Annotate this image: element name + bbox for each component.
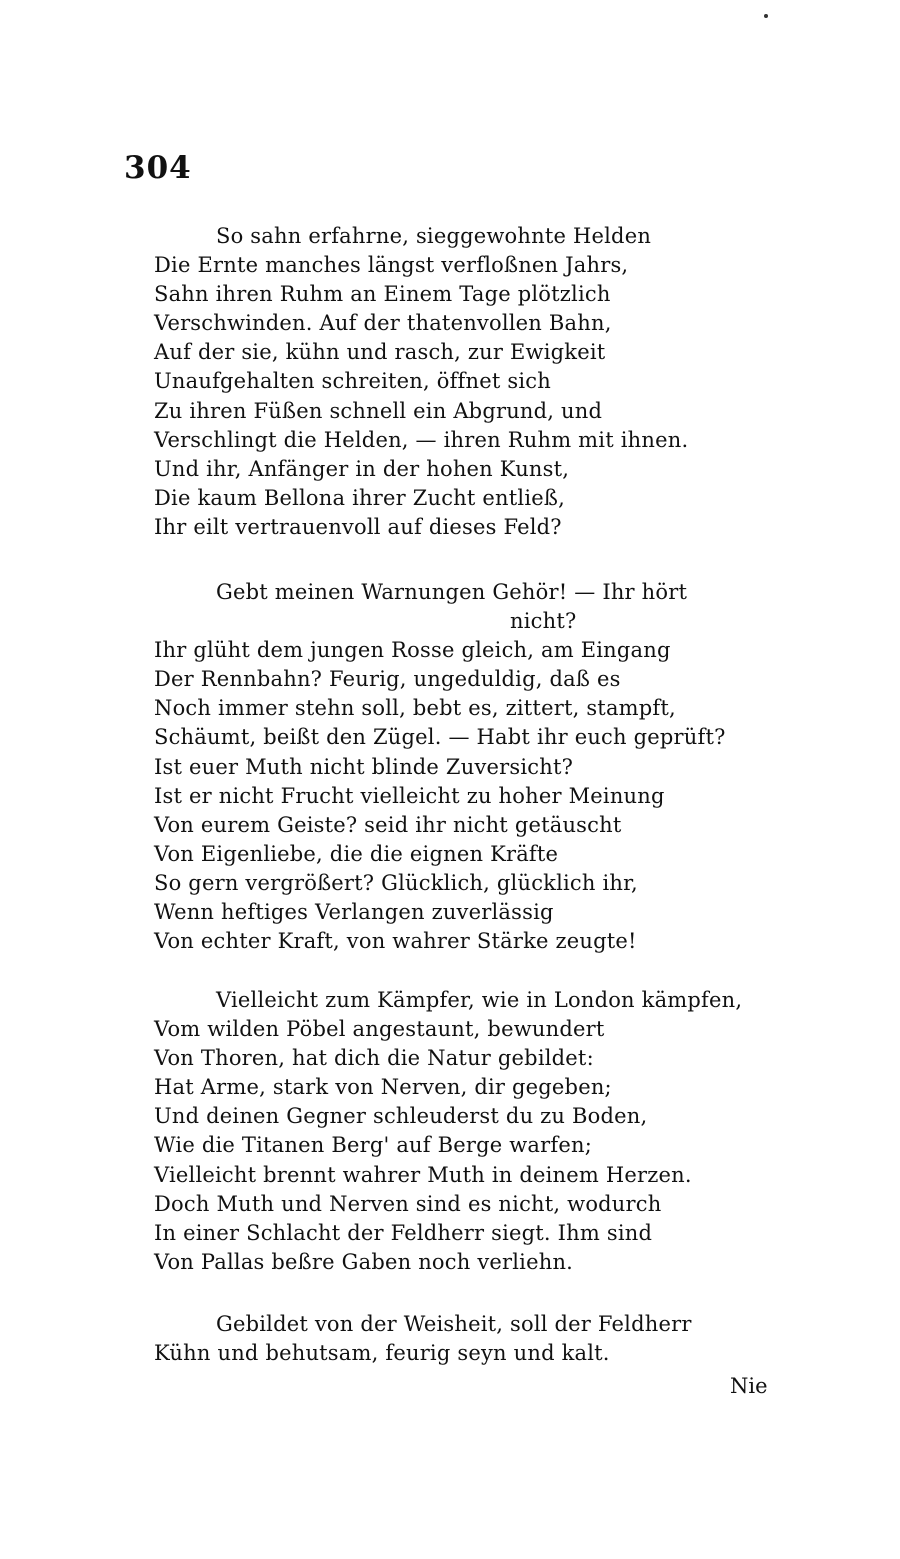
page-number: 304 [124,150,192,186]
verse-line: Von Eigenliebe, die die eignen Kräfte [154,841,559,866]
verse-line: Vom wilden Pöbel angestaunt, bewundert [154,1017,605,1042]
verse-line: Von echter Kraft, von wahrer Stärke zeugte! [154,929,637,954]
verse-line: Die Ernte manches längst verfloßnen Jahrs, [154,253,629,278]
verse-line: Sahn ihren Ruhm an Einem Tage plötzlich [154,282,611,307]
stanza [154,1310,692,1368]
verse-line: Die kaum Bellona ihrer Zucht entließ, [154,485,565,510]
catchword: Nie [730,1374,768,1398]
verse-line: Noch immer stehn soll, bebt es, zittert, stampft, [154,696,676,721]
verse-line: In einer Schlacht der Feldherr siegt. Ihm sind [154,1220,653,1245]
corner-mark [764,14,768,18]
verse-line: Ihr eilt vertrauenvoll auf dieses Feld? [154,514,562,539]
verse-line: Der Rennbahn? Feurig, ungeduldig, daß es [154,667,621,692]
stanza [154,578,726,956]
stanza [154,222,688,542]
verse-line: Doch Muth und Nerven sind es nicht, wodurch [154,1191,662,1216]
verse-line: Gebt meinen Warnungen Gehör! — Ihr hört [216,580,688,604]
verse-line: Kühn und behutsam, feurig seyn und kalt. [154,1341,610,1366]
verse-line-continuation: nicht? [510,609,577,634]
verse-line: So sahn erfahrne, sieggewohnte Helden [216,224,652,248]
verse-line: So gern vergrößert? Glücklich, glücklich ihr, [154,870,638,895]
verse-line: Von eurem Geiste? seid ihr nicht getäuscht [154,812,622,837]
verse-line: Und ihr, Anfänger in der hohen Kunst, [154,456,570,481]
verse-line: Von Thoren, hat dich die Natur gebildet: [154,1046,594,1071]
stanza [154,986,742,1277]
verse-line: Von Pallas beßre Gaben noch verliehn. [154,1249,574,1274]
verse-line: Vielleicht brennt wahrer Muth in deinem Herzen. [154,1162,692,1187]
verse-line: Vielleicht zum Kämpfer, wie in London kämpfen, [216,988,743,1012]
verse-line: Ihr glüht dem jungen Rosse gleich, am Eingang [154,638,671,663]
verse-line: Wie die Titanen Berg' auf Berge warfen; [154,1133,592,1158]
verse-line: Auf der sie, kühn und rasch, zur Ewigkeit [154,340,606,365]
verse-line: Ist er nicht Frucht vielleicht zu hoher Meinung [154,783,665,808]
verse-line: Verschwinden. Auf der thatenvollen Bahn, [154,311,612,336]
verse-line: Verschlingt die Helden, — ihren Ruhm mit ihnen. [154,427,689,452]
verse-line: Schäumt, beißt den Zügel. — Habt ihr euch geprüft? [154,725,726,750]
verse-line: Zu ihren Füßen schnell ein Abgrund, und [154,398,603,423]
verse-line: Und deinen Gegner schleuderst du zu Boden, [154,1104,648,1129]
verse-line: Ist euer Muth nicht blinde Zuversicht? [154,754,574,779]
verse-line: Hat Arme, stark von Nerven, dir gegeben; [154,1075,612,1100]
verse-line: Gebildet von der Weisheit, soll der Feldherr [216,1312,692,1336]
verse-line: Unaufgehalten schreiten, öffnet sich [154,369,551,394]
verse-line: Wenn heftiges Verlangen zuverlässig [154,900,554,925]
